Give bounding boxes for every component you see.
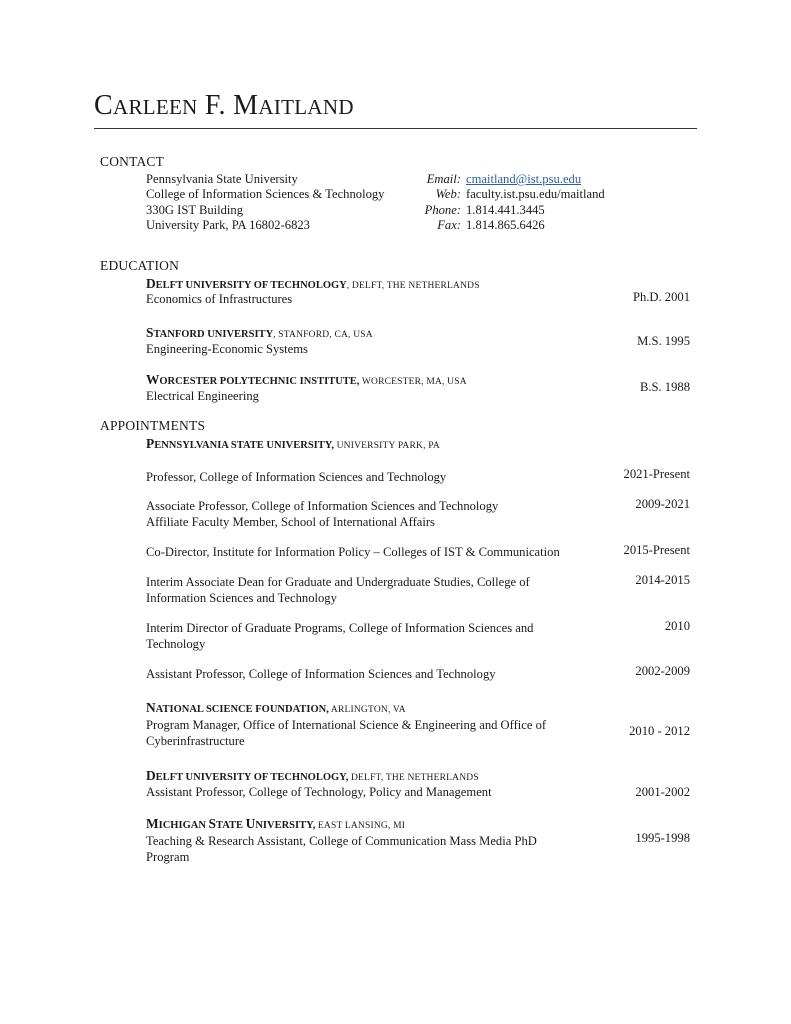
appointment-dates: 1995-1998 bbox=[635, 831, 690, 845]
appointment-role: Professor, College of Information Sciences and Technology bbox=[146, 470, 447, 484]
appointment-role: Interim Associate Dean for Graduate and Undergraduate Studies, College of bbox=[146, 575, 530, 589]
contact-address-line: University Park, PA 16802-6823 bbox=[146, 218, 310, 232]
appointment-role: Cyberinfrastructure bbox=[146, 734, 245, 748]
education-field: Economics of Infrastructures bbox=[146, 292, 293, 306]
appointment-role: Affiliate Faculty Member, School of International Affairs bbox=[146, 515, 435, 529]
contact-heading: CONTACT bbox=[100, 154, 165, 169]
education-institution: WORCESTER POLYTECHNIC INSTITUTE, WORCESTER, MA, USA bbox=[146, 372, 467, 387]
email-label: Email: bbox=[426, 172, 461, 186]
education-degree: M.S. 1995 bbox=[637, 334, 690, 348]
appointment-institution: NATIONAL SCIENCE FOUNDATION, ARLINGTON, VA bbox=[146, 700, 406, 715]
appointment-dates: 2001-2002 bbox=[635, 785, 690, 799]
education-institution: STANFORD UNIVERSITY, STANFORD, CA, USA bbox=[146, 325, 373, 340]
appointment-dates: 2009-2021 bbox=[635, 497, 690, 511]
fax-label: Fax: bbox=[437, 218, 461, 232]
education-field: Engineering-Economic Systems bbox=[146, 342, 308, 356]
appointment-dates: 2021-Present bbox=[623, 467, 690, 481]
contact-address-line: Pennsylvania State University bbox=[146, 172, 298, 186]
education-field: Electrical Engineering bbox=[146, 389, 259, 403]
web-value: faculty.ist.psu.edu/maitland bbox=[466, 187, 605, 201]
appointment-dates: 2010 - 2012 bbox=[629, 724, 690, 738]
appointment-role: Co-Director, Institute for Information Policy – Colleges of IST & Communication bbox=[146, 545, 560, 559]
appointment-role: Program Manager, Office of International Science & Engineering and Office of bbox=[146, 718, 547, 732]
appointment-institution: PENNSYLVANIA STATE UNIVERSITY, UNIVERSITY PARK, PA bbox=[146, 436, 440, 451]
appointment-dates: 2015-Present bbox=[623, 543, 690, 557]
web-label: Web: bbox=[435, 187, 461, 201]
phone-value: 1.814.441.3445 bbox=[466, 203, 545, 217]
fax-value: 1.814.865.6426 bbox=[466, 218, 545, 232]
appointment-institution: DELFT UNIVERSITY OF TECHNOLOGY, DELFT, THE NETHERLANDS bbox=[146, 768, 479, 783]
appointment-dates: 2010 bbox=[664, 619, 690, 633]
appointment-role: Teaching & Research Assistant, College of Communication Mass Media PhD bbox=[146, 834, 537, 848]
education-heading: EDUCATION bbox=[100, 258, 180, 273]
education-degree: B.S. 1988 bbox=[639, 380, 690, 394]
appointment-role: Interim Director of Graduate Programs, College of Information Sciences and bbox=[146, 621, 534, 635]
appointment-role: Program bbox=[146, 850, 190, 864]
education-institution: DELFT UNIVERSITY OF TECHNOLOGY, DELFT, THE NETHERLANDS bbox=[146, 276, 480, 291]
resume-name: CARLEEN F. MAITLAND bbox=[94, 90, 354, 121]
email-link[interactable]: cmaitland@ist.psu.edu bbox=[466, 172, 582, 186]
appointment-role: Information Sciences and Technology bbox=[146, 591, 337, 605]
contact-address-line: 330G IST Building bbox=[146, 203, 244, 217]
appointment-role: Technology bbox=[146, 637, 206, 651]
appointments-heading: APPOINTMENTS bbox=[100, 418, 206, 433]
appointment-dates: 2014-2015 bbox=[635, 573, 690, 587]
appointment-role: Associate Professor, College of Information Sciences and Technology bbox=[146, 499, 499, 513]
appointment-role: Assistant Professor, College of Information Sciences and Technology bbox=[146, 667, 496, 681]
appointment-dates: 2002-2009 bbox=[635, 664, 690, 678]
contact-address-line: College of Information Sciences & Technology bbox=[146, 187, 385, 201]
education-degree: Ph.D. 2001 bbox=[632, 290, 690, 304]
phone-label: Phone: bbox=[424, 203, 461, 217]
header-rule bbox=[94, 128, 697, 129]
appointment-role: Assistant Professor, College of Technology, Policy and Management bbox=[146, 785, 492, 799]
appointment-institution: MICHIGAN STATE UNIVERSITY, EAST LANSING, MI bbox=[146, 816, 406, 831]
